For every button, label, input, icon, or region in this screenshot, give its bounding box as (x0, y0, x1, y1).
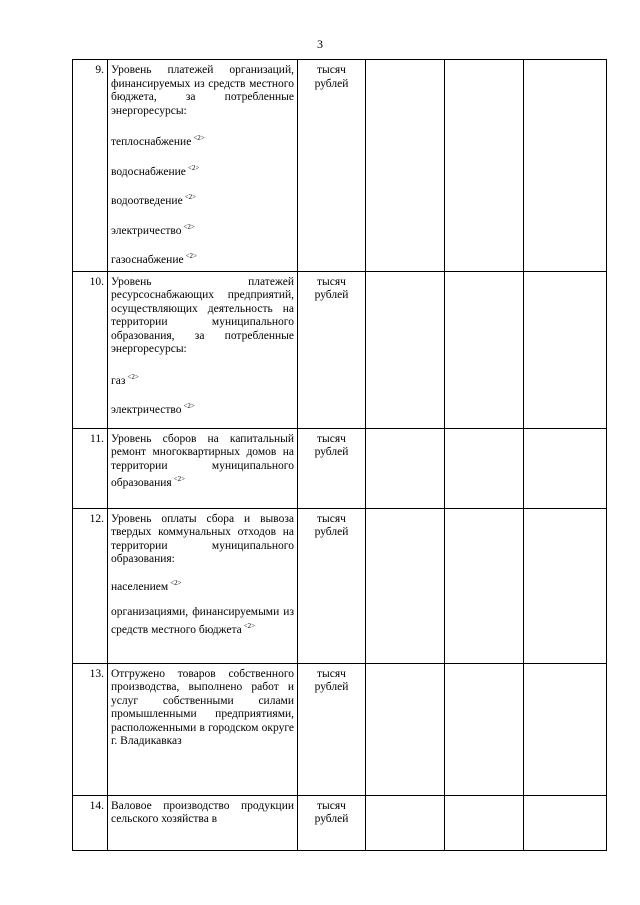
value-cell (366, 508, 445, 663)
footnote-ref: <2> (184, 193, 197, 201)
page-number: 3 (317, 37, 323, 51)
list-item: электричество $^{<2>}$ (111, 402, 195, 416)
indicator-cell (108, 428, 298, 508)
value-cell (366, 60, 445, 272)
table-row (73, 60, 607, 272)
unit-cell: тысяч рублей (298, 271, 366, 428)
footnote-ref: <2> (193, 134, 205, 142)
table-row (73, 663, 607, 795)
indicator-name: Уровень сборов на капитальный ремонт многоквартирных домов на территории муниципального образования (111, 432, 294, 489)
list-item: организациями, финансируемыми из средств местного бюджета $^{<2>}$ (111, 606, 294, 636)
table-row (73, 508, 607, 663)
value-cell (524, 271, 607, 428)
row-number: 11. (73, 428, 108, 508)
value-cell (524, 428, 607, 508)
row-number: 9. (73, 60, 108, 272)
footnote-ref: <2> (173, 475, 186, 483)
indicator-cell (108, 508, 298, 663)
table-row (73, 795, 607, 850)
value-cell (445, 795, 524, 850)
list-item: водоотведение $^{<2>}$ (111, 193, 197, 207)
value-cell (445, 663, 524, 795)
value-cell (524, 663, 607, 795)
list-item: газоснабжение $^{<2>}$ (111, 252, 197, 266)
indicator-name: Уровень оплаты сбора и вывоза твердых коммунальных отходов на территории муниципального образования: (111, 512, 294, 565)
value-cell (366, 795, 445, 850)
indicator-name: Уровень платежей организаций, финансируемых из средств местного бюджета, за потребленные энергоресурсы: (111, 64, 294, 117)
value-cell (366, 663, 445, 795)
footnote-ref: <2> (170, 578, 182, 587)
value-cell (366, 428, 445, 508)
table-row (73, 428, 607, 508)
list-item: населением $^{<2>}$ (111, 578, 182, 593)
list-item: газ $^{<2>}$ (111, 372, 139, 387)
footnote-ref: <2> (185, 252, 197, 260)
indicator-name: Валовое производство продукции сельского хозяйства в (111, 799, 294, 825)
footnote-ref: <2> (127, 372, 139, 381)
value-cell (445, 60, 524, 272)
unit-cell: тысяч рублей (298, 60, 366, 272)
unit-cell: тысяч рублей (298, 428, 366, 508)
row-number: 10. (73, 271, 108, 428)
indicator-cell (108, 271, 298, 428)
footnote-ref: <2> (183, 222, 195, 231)
list-item: водоснабжение $^{<2>}$ (111, 163, 200, 178)
value-cell (445, 428, 524, 508)
indicator-name: Уровень платежей ресурсоснабжающих предприятий, осуществляющих деятельность на территории муниципального образования, за потребленные энергоресурсы: (111, 275, 294, 355)
unit-cell: тысяч рублей (298, 795, 366, 850)
indicator-cell (108, 60, 298, 272)
list-item: электричество $^{<2>}$ (111, 222, 195, 237)
value-cell (445, 271, 524, 428)
list-item: теплоснабжение $^{<2>}$ (111, 134, 205, 148)
value-cell (524, 795, 607, 850)
table-row (73, 271, 607, 428)
indicators-table (72, 59, 607, 851)
value-cell (445, 508, 524, 663)
unit-cell: тысяч рублей (298, 508, 366, 663)
row-number: 13. (73, 663, 108, 795)
unit-cell: тысяч рублей (298, 663, 366, 795)
footnote-ref: <2> (183, 402, 195, 410)
footnote-ref: <2> (187, 163, 200, 172)
row-number: 14. (73, 795, 108, 850)
value-cell (524, 60, 607, 272)
value-cell (366, 271, 445, 428)
indicator-cell (108, 663, 298, 795)
footnote-ref: <2> (243, 621, 256, 630)
value-cell (524, 508, 607, 663)
indicator-name: Отгружено товаров собственного производства, выполнено работ и услуг собственными силами промышленными предприятиями, расположенными в городском округе г. Владикавказ (111, 667, 294, 747)
indicator-cell (108, 795, 298, 850)
row-number: 12. (73, 508, 108, 663)
